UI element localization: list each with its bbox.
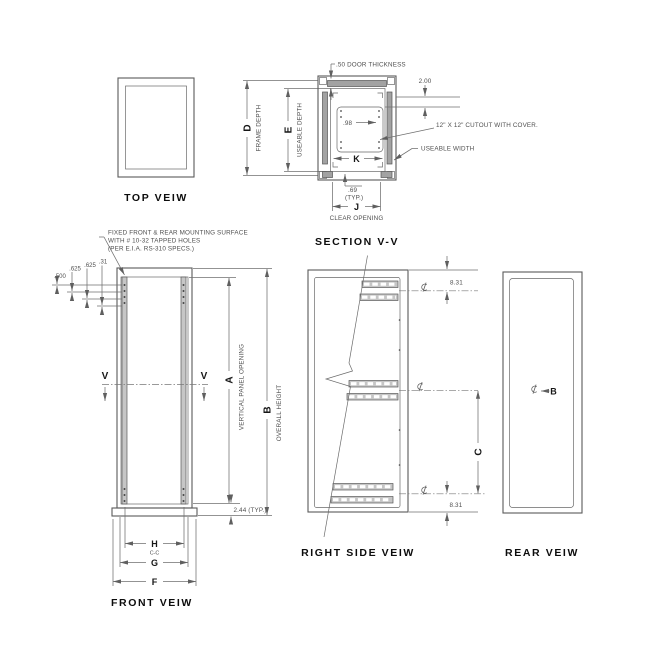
right-side-view	[301, 256, 485, 560]
mounting-note-line1: FIXED FRONT & REAR MOUNTING SURFACE	[108, 229, 248, 237]
centerline-symbol	[532, 385, 537, 394]
right-panel-section	[387, 92, 392, 164]
dim-98: .98	[343, 120, 353, 127]
dim-letter-h: H	[151, 538, 158, 549]
centerline-symbol	[418, 382, 423, 391]
dim-31: .31	[98, 259, 108, 266]
mounting-note-line2: WITH # 10-32 TAPPED HOLES	[108, 237, 201, 245]
section-view-title: SECTION V-V	[314, 236, 400, 248]
dim-244: 2.44 (TYP.)	[233, 507, 267, 514]
top-view-outer-outline	[118, 78, 194, 177]
centerline-symbol	[422, 283, 427, 292]
dim-500: .500	[54, 274, 66, 280]
dim-label-overall-height: OVERALL HEIGHT	[276, 384, 283, 442]
dim-label-useable-depth: USEABLE DEPTH	[296, 102, 304, 158]
section-outer-outline	[318, 76, 396, 180]
rear-view	[503, 272, 582, 559]
dim-letter-f: F	[151, 576, 158, 587]
dim-831-top: 8.31	[450, 279, 463, 287]
front-view	[52, 230, 283, 610]
rear-view-title: REAR VEIW	[505, 547, 579, 559]
dim-letter-c: C	[473, 448, 485, 456]
rear-inner-outline	[510, 279, 574, 508]
width-dimensions	[113, 507, 196, 587]
dim-label-vertical-panel-opening: VERTICAL PANEL OPENING	[238, 343, 246, 431]
clear-opening-label: CLEAR OPENING	[329, 215, 384, 222]
dim-625a: .625	[69, 266, 81, 273]
cut-label-v-right: V	[200, 371, 208, 382]
mounting-note-line3: (PER E.I.A. RS-310 SPECS.)	[108, 245, 195, 253]
dim-letter-d: D	[242, 124, 254, 132]
rear-outer-outline	[503, 272, 582, 513]
dim-letter-a: A	[224, 376, 236, 384]
useable-width-label: USEABLE WIDTH	[421, 145, 475, 153]
bottom-wall-left	[323, 172, 333, 178]
dim-831-bottom: 8.31	[449, 502, 463, 509]
centerline-symbol	[422, 486, 427, 495]
dim-letter-k: K	[353, 153, 360, 164]
hole-spacing-dimensions	[52, 260, 122, 312]
bottom-wall-right	[381, 172, 392, 178]
dim-letter-j: J	[353, 201, 360, 212]
dim-letter-g: G	[150, 557, 159, 568]
door-panel-section	[328, 81, 387, 87]
top-view	[118, 78, 194, 204]
left-mounting-rail	[122, 277, 127, 504]
front-opening-outline	[121, 277, 188, 504]
left-panel-section	[323, 92, 328, 164]
rear-center-mark-b: B	[550, 386, 557, 397]
top-view-title: TOP VEIW	[124, 192, 188, 204]
dim-69: .69	[348, 187, 358, 194]
dim-letter-b: B	[262, 406, 274, 414]
right-inner-outline	[315, 278, 401, 508]
right-mounting-rail	[181, 277, 186, 504]
top-view-inner-outline	[126, 86, 187, 169]
right-view-title: RIGHT SIDE VEIW	[301, 547, 415, 559]
section-view	[315, 62, 538, 249]
front-view-title: FRONT VEIW	[111, 597, 193, 609]
right-outer-outline	[308, 270, 408, 512]
rail-holes	[124, 284, 185, 502]
door-thickness-note: .50 DOOR THICKNESS	[336, 61, 406, 69]
slotted-rails	[331, 281, 398, 503]
cutout-note: 12" X 12" CUTOUT WITH COVER.	[436, 122, 538, 129]
dim-69-typ: (TYP.)	[345, 194, 364, 202]
dim-2-00: 2.00	[418, 78, 432, 85]
cutout-outline	[337, 107, 383, 152]
cut-label-v-left: V	[101, 371, 109, 382]
dim-h-sub-cc: C-C	[149, 550, 160, 557]
dim-625b: .625	[84, 263, 96, 269]
dim-letter-e: E	[283, 126, 295, 134]
dim-label-frame-depth: FRAME DEPTH	[255, 104, 263, 152]
